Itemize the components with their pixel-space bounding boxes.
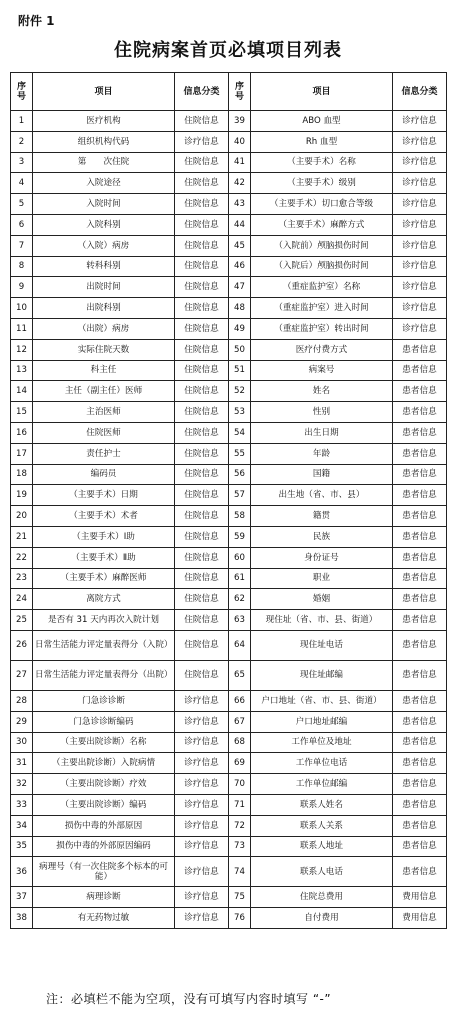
table-row [11,506,447,527]
seq-cell: 11 [11,318,33,339]
category-cell: 住院信息 [175,173,229,194]
seq-cell: 70 [229,774,251,795]
item-cell: 民族 [251,526,393,547]
category-cell: 患者信息 [393,690,447,711]
item-cell: 出院时间 [33,277,175,298]
header-seq-left: 序 号 [11,73,33,111]
item-cell: （入院后）颅脑损伤时间 [251,256,393,277]
table-row [11,422,447,443]
item-cell: 医疗付费方式 [251,339,393,360]
item-cell: （入院）病房 [33,235,175,256]
table-row [11,402,447,423]
seq-cell: 2 [11,131,33,152]
seq-cell: 9 [11,277,33,298]
item-cell: （入院前）颅脑损伤时间 [251,235,393,256]
seq-cell: 30 [11,732,33,753]
category-cell: 患者信息 [393,464,447,485]
item-cell: （主要手术）麻醉方式 [251,214,393,235]
category-cell: 住院信息 [175,589,229,610]
item-cell: 籍贯 [251,506,393,527]
item-cell: 现住址电话 [251,630,393,660]
seq-cell: 35 [11,836,33,857]
table-row [11,589,447,610]
table-row [11,887,447,908]
seq-cell: 49 [229,318,251,339]
header-item-right: 项目 [251,73,393,111]
seq-cell: 28 [11,690,33,711]
item-cell: 损伤中毒的外部原因编码 [33,836,175,857]
category-cell: 住院信息 [175,660,229,690]
category-cell: 患者信息 [393,381,447,402]
category-cell: 住院信息 [175,568,229,589]
table-row [11,464,447,485]
category-cell: 费用信息 [393,887,447,908]
category-cell: 诊疗信息 [393,131,447,152]
seq-cell: 25 [11,610,33,631]
item-cell: 现住址（省、市、县、街道） [251,610,393,631]
seq-cell: 24 [11,589,33,610]
table-row [11,152,447,173]
category-cell: 诊疗信息 [175,774,229,795]
table-row [11,732,447,753]
seq-cell: 42 [229,173,251,194]
seq-cell: 75 [229,887,251,908]
seq-cell: 60 [229,547,251,568]
item-cell: 主治医师 [33,402,175,423]
seq-cell: 61 [229,568,251,589]
category-cell: 患者信息 [393,630,447,660]
table-row [11,815,447,836]
item-cell: 住院总费用 [251,887,393,908]
item-cell: 联系人关系 [251,815,393,836]
item-cell: （主要手术）术者 [33,506,175,527]
seq-cell: 34 [11,815,33,836]
table-row [11,298,447,319]
table-row [11,214,447,235]
seq-cell: 52 [229,381,251,402]
table-row [11,857,447,887]
category-cell: 患者信息 [393,526,447,547]
table-row [11,256,447,277]
category-cell: 诊疗信息 [393,298,447,319]
table-row [11,568,447,589]
category-cell: 患者信息 [393,753,447,774]
item-cell: （主要手术）名称 [251,152,393,173]
table-row [11,711,447,732]
table-row [11,753,447,774]
seq-cell: 16 [11,422,33,443]
table-row [11,660,447,690]
category-cell: 住院信息 [175,506,229,527]
seq-cell: 57 [229,485,251,506]
category-cell: 患者信息 [393,660,447,690]
item-cell: 年龄 [251,443,393,464]
seq-cell: 41 [229,152,251,173]
seq-cell: 43 [229,194,251,215]
item-cell: 工作单位电话 [251,753,393,774]
category-cell: 诊疗信息 [393,318,447,339]
category-cell: 诊疗信息 [175,794,229,815]
seq-cell: 47 [229,277,251,298]
footnote: 注：必填栏不能为空项，没有可填写内容时填写 “-” [46,992,332,1006]
seq-cell: 51 [229,360,251,381]
table-row [11,381,447,402]
table-row [11,131,447,152]
table-row [11,235,447,256]
seq-cell: 17 [11,443,33,464]
seq-cell: 23 [11,568,33,589]
category-cell: 患者信息 [393,711,447,732]
seq-cell: 76 [229,908,251,929]
seq-cell: 72 [229,815,251,836]
seq-cell: 8 [11,256,33,277]
seq-cell: 13 [11,360,33,381]
seq-cell: 10 [11,298,33,319]
item-cell: 医疗机构 [33,111,175,132]
category-cell: 住院信息 [175,422,229,443]
item-cell: 入院科别 [33,214,175,235]
item-cell: 实际住院天数 [33,339,175,360]
category-cell: 住院信息 [175,111,229,132]
category-cell: 住院信息 [175,235,229,256]
item-cell: 转科科别 [33,256,175,277]
category-cell: 住院信息 [175,381,229,402]
category-cell: 诊疗信息 [175,753,229,774]
category-cell: 住院信息 [175,402,229,423]
item-cell: 住院医师 [33,422,175,443]
category-cell: 诊疗信息 [393,235,447,256]
seq-cell: 59 [229,526,251,547]
category-cell: 住院信息 [175,318,229,339]
item-cell: 科主任 [33,360,175,381]
table-row [11,111,447,132]
item-cell: Rh 血型 [251,131,393,152]
category-cell: 住院信息 [175,630,229,660]
category-cell: 诊疗信息 [175,836,229,857]
category-cell: 诊疗信息 [175,711,229,732]
seq-cell: 58 [229,506,251,527]
seq-cell: 15 [11,402,33,423]
category-cell: 患者信息 [393,485,447,506]
item-cell: 姓名 [251,381,393,402]
seq-cell: 53 [229,402,251,423]
seq-cell: 4 [11,173,33,194]
item-cell: 有无药物过敏 [33,908,175,929]
category-cell: 住院信息 [175,214,229,235]
seq-cell: 29 [11,711,33,732]
seq-cell: 46 [229,256,251,277]
item-cell: 门急诊诊断编码 [33,711,175,732]
category-cell: 诊疗信息 [393,173,447,194]
attachment-label: 附件 1 [18,14,55,28]
category-cell: 诊疗信息 [175,815,229,836]
header-seq-right: 序 号 [229,73,251,111]
item-cell: 第 次住院 [33,152,175,173]
category-cell: 诊疗信息 [175,908,229,929]
table-row [11,836,447,857]
seq-cell: 5 [11,194,33,215]
table-row [11,547,447,568]
table-row [11,360,447,381]
seq-cell: 45 [229,235,251,256]
category-cell: 住院信息 [175,277,229,298]
item-cell: 离院方式 [33,589,175,610]
item-cell: 出生日期 [251,422,393,443]
category-cell: 诊疗信息 [393,152,447,173]
seq-cell: 19 [11,485,33,506]
category-cell: 诊疗信息 [393,194,447,215]
category-cell: 患者信息 [393,402,447,423]
category-cell: 患者信息 [393,360,447,381]
category-cell: 住院信息 [175,526,229,547]
item-cell: 联系人电话 [251,857,393,887]
seq-cell: 20 [11,506,33,527]
category-cell: 患者信息 [393,774,447,795]
item-cell: 主任（副主任）医师 [33,381,175,402]
seq-cell: 18 [11,464,33,485]
item-cell: 户口地址（省、市、县、街道） [251,690,393,711]
seq-cell: 55 [229,443,251,464]
category-cell: 诊疗信息 [175,131,229,152]
page-title: 住院病案首页必填项目列表 [114,40,342,61]
item-cell: 联系人姓名 [251,794,393,815]
required-items-table [10,72,447,929]
header-item-left: 项目 [33,73,175,111]
category-cell: 患者信息 [393,589,447,610]
category-cell: 诊疗信息 [393,256,447,277]
item-cell: （重症监护室）名称 [251,277,393,298]
item-cell: 现住址邮编 [251,660,393,690]
seq-cell: 56 [229,464,251,485]
seq-cell: 50 [229,339,251,360]
seq-cell: 37 [11,887,33,908]
category-cell: 诊疗信息 [175,690,229,711]
category-cell: 患者信息 [393,568,447,589]
seq-cell: 33 [11,794,33,815]
item-cell: （重症监护室）转出时间 [251,318,393,339]
seq-cell: 54 [229,422,251,443]
item-cell: 是否有 31 天内再次入院计划 [33,610,175,631]
table-row [11,194,447,215]
item-cell: 病理号（有一次住院多个标本的可能） [33,857,175,887]
item-cell: 损伤中毒的外部原因 [33,815,175,836]
category-cell: 患者信息 [393,815,447,836]
seq-cell: 39 [229,111,251,132]
item-cell: （主要手术）切口愈合等级 [251,194,393,215]
item-cell: 职业 [251,568,393,589]
seq-cell: 12 [11,339,33,360]
category-cell: 住院信息 [175,464,229,485]
item-cell: （主要出院诊断）编码 [33,794,175,815]
category-cell: 患者信息 [393,836,447,857]
item-cell: 出院科别 [33,298,175,319]
table-row [11,443,447,464]
item-cell: 入院途径 [33,173,175,194]
category-cell: 住院信息 [175,547,229,568]
category-cell: 患者信息 [393,732,447,753]
category-cell: 患者信息 [393,422,447,443]
item-cell: 工作单位邮编 [251,774,393,795]
seq-cell: 3 [11,152,33,173]
category-cell: 诊疗信息 [175,857,229,887]
category-cell: 诊疗信息 [175,887,229,908]
table-row [11,485,447,506]
seq-cell: 71 [229,794,251,815]
item-cell: （主要手术）Ⅰ助 [33,526,175,547]
seq-cell: 40 [229,131,251,152]
seq-cell: 36 [11,857,33,887]
seq-cell: 44 [229,214,251,235]
seq-cell: 67 [229,711,251,732]
item-cell: （主要出院诊断）入院病情 [33,753,175,774]
category-cell: 费用信息 [393,908,447,929]
seq-cell: 63 [229,610,251,631]
table-row [11,526,447,547]
seq-cell: 73 [229,836,251,857]
item-cell: 病案号 [251,360,393,381]
seq-cell: 7 [11,235,33,256]
category-cell: 诊疗信息 [393,214,447,235]
item-cell: ABO 血型 [251,111,393,132]
item-cell: 组织机构代码 [33,131,175,152]
table-row [11,908,447,929]
category-cell: 患者信息 [393,610,447,631]
category-cell: 住院信息 [175,152,229,173]
seq-cell: 27 [11,660,33,690]
category-cell: 诊疗信息 [393,277,447,298]
item-cell: （主要手术）Ⅱ助 [33,547,175,568]
item-cell: 编码员 [33,464,175,485]
seq-cell: 21 [11,526,33,547]
category-cell: 住院信息 [175,443,229,464]
item-cell: （主要手术）级别 [251,173,393,194]
seq-cell: 64 [229,630,251,660]
item-cell: 门急诊诊断 [33,690,175,711]
category-cell: 住院信息 [175,194,229,215]
seq-cell: 65 [229,660,251,690]
item-cell: 出生地（省、市、县） [251,485,393,506]
item-cell: 日常生活能力评定量表得分（出院） [33,660,175,690]
item-cell: 户口地址邮编 [251,711,393,732]
item-cell: 联系人地址 [251,836,393,857]
seq-cell: 14 [11,381,33,402]
category-cell: 住院信息 [175,256,229,277]
table-row [11,610,447,631]
seq-cell: 48 [229,298,251,319]
item-cell: 入院时间 [33,194,175,215]
category-cell: 患者信息 [393,857,447,887]
category-cell: 住院信息 [175,360,229,381]
item-cell: 婚姻 [251,589,393,610]
item-cell: （主要手术）日期 [33,485,175,506]
table-row [11,630,447,660]
seq-cell: 32 [11,774,33,795]
seq-cell: 26 [11,630,33,660]
item-cell: （主要出院诊断）名称 [33,732,175,753]
header-category-left: 信息分类 [175,73,229,111]
seq-cell: 31 [11,753,33,774]
item-cell: 性别 [251,402,393,423]
category-cell: 患者信息 [393,339,447,360]
category-cell: 患者信息 [393,547,447,568]
category-cell: 患者信息 [393,443,447,464]
item-cell: 国籍 [251,464,393,485]
seq-cell: 38 [11,908,33,929]
seq-cell: 1 [11,111,33,132]
category-cell: 住院信息 [175,339,229,360]
seq-cell: 22 [11,547,33,568]
item-cell: 日常生活能力评定量表得分（入院） [33,630,175,660]
category-cell: 诊疗信息 [175,732,229,753]
category-cell: 患者信息 [393,506,447,527]
table-row [11,774,447,795]
table-row [11,690,447,711]
item-cell: （主要手术）麻醉医师 [33,568,175,589]
seq-cell: 66 [229,690,251,711]
category-cell: 住院信息 [175,298,229,319]
item-cell: （出院）病房 [33,318,175,339]
item-cell: 自付费用 [251,908,393,929]
header-category-right: 信息分类 [393,73,447,111]
item-cell: 病理诊断 [33,887,175,908]
seq-cell: 6 [11,214,33,235]
seq-cell: 68 [229,732,251,753]
table-header-row [11,73,447,111]
category-cell: 诊疗信息 [393,111,447,132]
table-row [11,339,447,360]
item-cell: （主要出院诊断）疗效 [33,774,175,795]
seq-cell: 69 [229,753,251,774]
table-row [11,173,447,194]
table-row [11,318,447,339]
category-cell: 住院信息 [175,485,229,506]
table-row [11,794,447,815]
item-cell: 工作单位及地址 [251,732,393,753]
seq-cell: 74 [229,857,251,887]
seq-cell: 62 [229,589,251,610]
category-cell: 住院信息 [175,610,229,631]
category-cell: 患者信息 [393,794,447,815]
item-cell: 身份证号 [251,547,393,568]
item-cell: 责任护士 [33,443,175,464]
table-row [11,277,447,298]
item-cell: （重症监护室）进入时间 [251,298,393,319]
